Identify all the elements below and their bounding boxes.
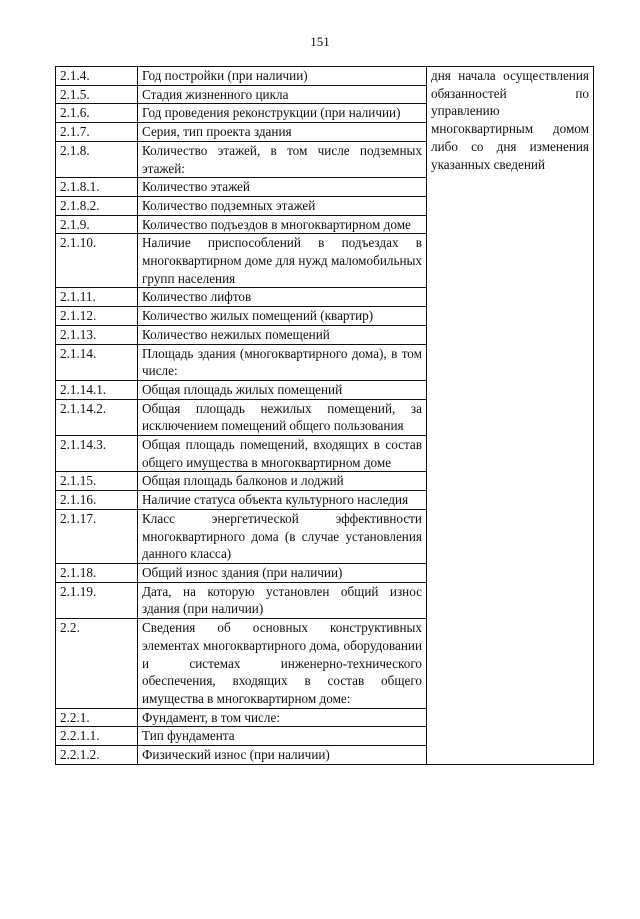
- row-name: Год постройки (при наличии): [138, 67, 427, 86]
- row-number: 2.1.11.: [56, 288, 138, 307]
- row-number: 2.1.10.: [56, 234, 138, 288]
- row-name: Общая площадь жилых помещений: [138, 380, 427, 399]
- row-name: Сведения об основных конструктивных элементах многоквартирного дома, оборудовании и системах инженерно-технического обеспечения, входящих в состав общего имущества в многоквартирном доме:: [138, 619, 427, 709]
- row-number: 2.1.17.: [56, 509, 138, 563]
- row-number: 2.1.5.: [56, 85, 138, 104]
- row-number: 2.1.8.: [56, 141, 138, 177]
- row-name: Общий износ здания (при наличии): [138, 563, 427, 582]
- row-number: 2.2.1.1.: [56, 727, 138, 746]
- row-name: Количество подъездов в многоквартирном доме: [138, 215, 427, 234]
- row-number: 2.1.15.: [56, 472, 138, 491]
- row-number: 2.1.9.: [56, 215, 138, 234]
- row-number: 2.1.19.: [56, 582, 138, 618]
- row-name: Тип фундамента: [138, 727, 427, 746]
- row-number: 2.1.8.2.: [56, 196, 138, 215]
- row-name: Год проведения реконструкции (при наличии): [138, 104, 427, 123]
- row-number: 2.2.1.2.: [56, 746, 138, 765]
- row-number: 2.1.6.: [56, 104, 138, 123]
- row-number: 2.2.1.: [56, 708, 138, 727]
- row-name: Серия, тип проекта здания: [138, 123, 427, 142]
- row-name: Площадь здания (многоквартирного дома), в том числе:: [138, 344, 427, 380]
- row-name: Количество этажей: [138, 178, 427, 197]
- row-name: Физический износ (при наличии): [138, 746, 427, 765]
- row-number: 2.1.13.: [56, 325, 138, 344]
- row-name: Наличие приспособлений в подъездах в многоквартирном доме для нужд маломобильных групп населения: [138, 234, 427, 288]
- data-table: [55, 66, 594, 765]
- row-name: Количество подземных этажей: [138, 196, 427, 215]
- side-note: дня начала осуществления обязанностей по управлению многоквартирным домом либо со дня изменения указанных сведений: [427, 67, 594, 765]
- row-number: 2.1.12.: [56, 307, 138, 326]
- row-name: Количество жилых помещений (квартир): [138, 307, 427, 326]
- row-name: Общая площадь нежилых помещений, за исключением помещений общего пользования: [138, 399, 427, 435]
- row-name: Общая площадь балконов и лоджий: [138, 472, 427, 491]
- row-name: Класс энергетической эффективности многоквартирного дома (в случае установления данного класса): [138, 509, 427, 563]
- row-number: 2.1.14.3.: [56, 436, 138, 472]
- row-name: Количество этажей, в том числе подземных этажей:: [138, 141, 427, 177]
- table-row: [56, 67, 594, 86]
- row-number: 2.1.18.: [56, 563, 138, 582]
- row-number: 2.1.14.2.: [56, 399, 138, 435]
- row-name: Стадия жизненного цикла: [138, 85, 427, 104]
- row-name: Количество нежилых помещений: [138, 325, 427, 344]
- row-number: 2.1.7.: [56, 123, 138, 142]
- row-number: 2.1.14.: [56, 344, 138, 380]
- row-name: Фундамент, в том числе:: [138, 708, 427, 727]
- row-name: Наличие статуса объекта культурного наследия: [138, 491, 427, 510]
- row-number: 2.1.8.1.: [56, 178, 138, 197]
- row-number: 2.1.14.1.: [56, 380, 138, 399]
- row-name: Общая площадь помещений, входящих в состав общего имущества в многоквартирном доме: [138, 436, 427, 472]
- page-number: 151: [310, 34, 330, 49]
- row-name: Дата, на которую установлен общий износ здания (при наличии): [138, 582, 427, 618]
- row-name: Количество лифтов: [138, 288, 427, 307]
- row-number: 2.2.: [56, 619, 138, 709]
- row-number: 2.1.16.: [56, 491, 138, 510]
- row-number: 2.1.4.: [56, 67, 138, 86]
